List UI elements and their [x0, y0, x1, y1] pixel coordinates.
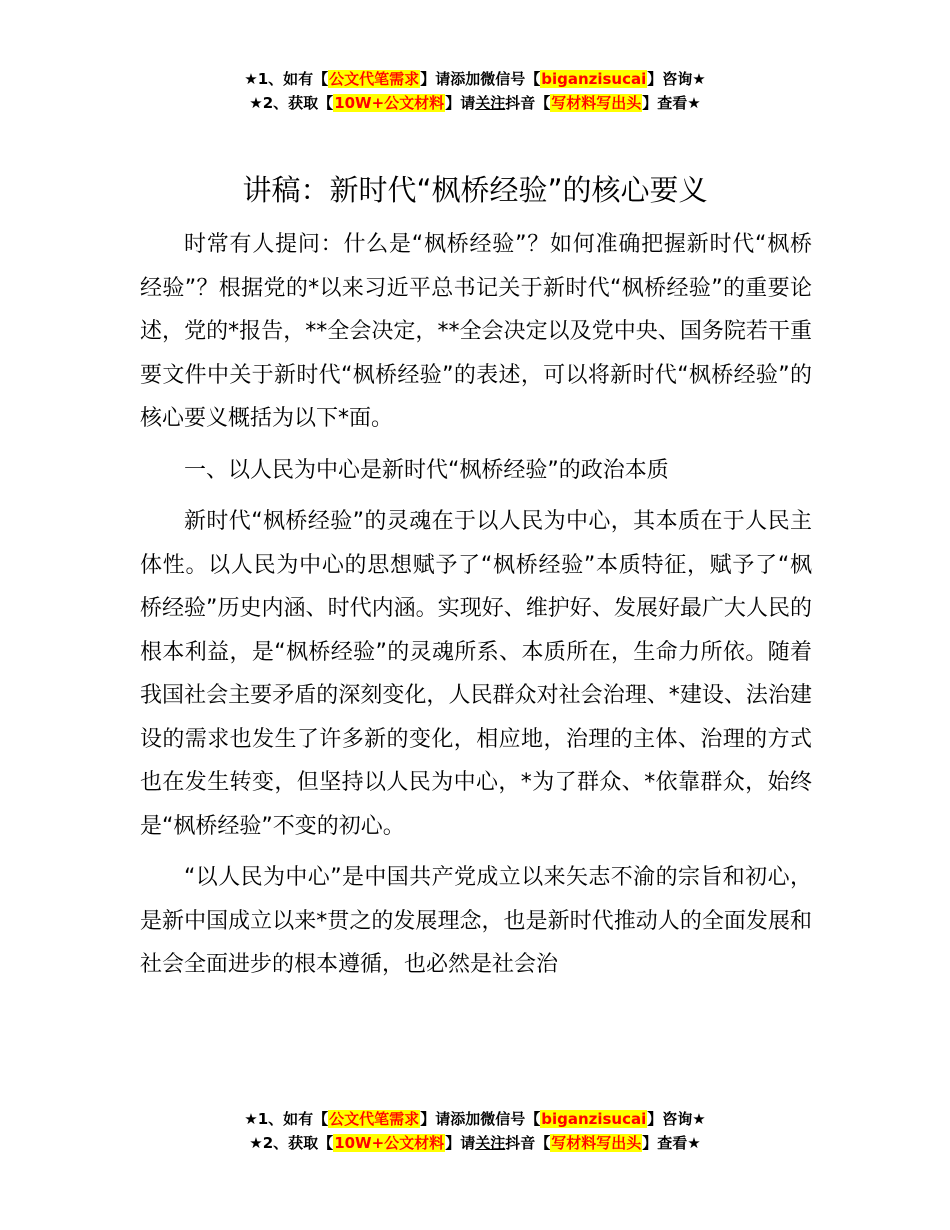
paragraph-2: 新时代“枫桥经验”的灵魂在于以人民为中心，其本质在于人民主体性。以人民为中心的思想赋予了“枫桥经验”本质特征，赋予了“枫桥经验”历史内涵、时代内涵。实现好、维护好、发展好最广大人民的根本利益，是“枫桥经验”的灵魂所系、本质所在，生命力所依。随着我国社会主要矛盾的深刻变化，人民群众对社会治理、*建设、法治建设的需求也发生了许多新的变化，相应地，治理的主体、治理的方式也在发生转变，但坚持以人民为中心，*为了群众、*依靠群众，始终是“枫桥经验”不变的初心。	[140, 509, 812, 839]
highlight-douyin-account: 写材料写出头	[551, 1134, 642, 1152]
promo-line-1: ★1、如有【公文代笔需求】请添加微信号【biganzisucai】咨询★	[244, 1110, 706, 1128]
paragraph-intro: 时常有人提问：什么是“枫桥经验”？如何准确把握新时代“枫桥经验”？根据党的*以来习近平总书记关于新时代“枫桥经验”的重要论述，党的*报告，**全会决定，**全会决定以及党中央、国务院若干重要文件中关于新时代“枫桥经验”的表述，可以将新时代“枫桥经验”的核心要义概括为以下*面。	[140, 232, 812, 431]
promo-line-2: ★2、获取【10W+公文材料】请关注抖音【写材料写出头】查看★	[249, 94, 701, 112]
highlight-materials: 10W+公文材料	[334, 1134, 445, 1152]
highlight-wechat-id: biganzisucai	[541, 1110, 647, 1128]
document-body	[140, 223, 812, 995]
highlight-ghostwriting: 公文代笔需求	[329, 1110, 420, 1128]
promo-line-1: ★1、如有【公文代笔需求】请添加微信号【biganzisucai】咨询★	[244, 70, 706, 88]
footer-promo-banner	[0, 1107, 950, 1155]
highlight-wechat-id: biganzisucai	[541, 70, 647, 88]
paragraph-3: “以人民为中心”是中国共产党成立以来矢志不渝的宗旨和初心，是新中国成立以来*贯之的发展理念，也是新时代推动人的全面发展和社会全面进步的根本遵循，也必然是社会治	[140, 865, 812, 977]
underlined-follow: 关注	[475, 94, 506, 112]
promo-line-2: ★2、获取【10W+公文材料】请关注抖音【写材料写出头】查看★	[249, 1134, 701, 1152]
header-promo-banner	[0, 67, 950, 115]
highlight-materials: 10W+公文材料	[334, 94, 445, 112]
section-heading-1: 一、以人民为中心是新时代“枫桥经验”的政治本质	[184, 457, 669, 483]
underlined-follow: 关注	[475, 1134, 506, 1152]
highlight-ghostwriting: 公文代笔需求	[329, 70, 420, 88]
document-title: 讲稿：新时代“枫桥经验”的核心要义	[242, 173, 708, 207]
highlight-douyin-account: 写材料写出头	[551, 94, 642, 112]
